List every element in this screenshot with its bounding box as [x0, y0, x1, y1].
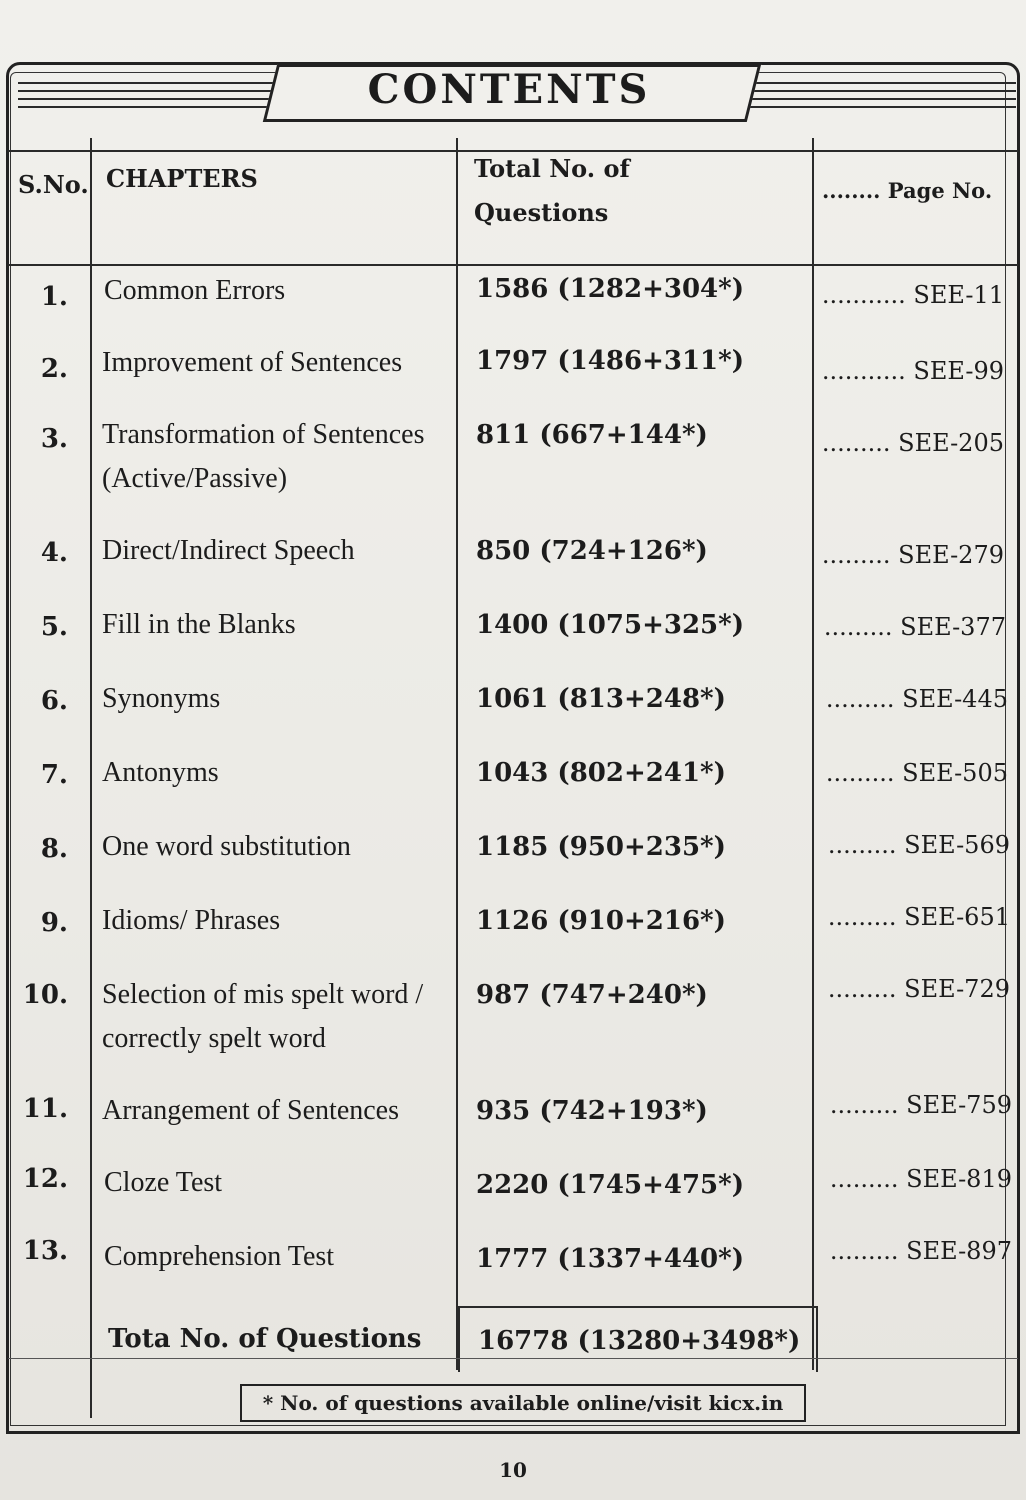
row-page: ......... SEE-279 [821, 541, 1004, 569]
row-questions: 811 (667+144*) [476, 420, 708, 450]
page-title: CONTENTS [367, 66, 651, 113]
row-sno: 12. [22, 1164, 68, 1194]
row-chapter: Common Errors [104, 275, 286, 306]
row-page: ......... SEE-897 [829, 1237, 1012, 1265]
row-page: ......... SEE-819 [829, 1165, 1012, 1193]
row-chapter: Cloze Test [104, 1167, 223, 1198]
row-chapter: Direct/Indirect Speech [102, 535, 355, 566]
row-chapter: Antonyms [102, 757, 219, 788]
contents-table [8, 138, 1018, 1418]
header-sno: S.No. [18, 170, 89, 199]
row-divider [8, 264, 1018, 266]
row-questions: 2220 (1745+475*) [476, 1170, 745, 1200]
row-sno: 3. [40, 424, 68, 454]
row-chapter: Fill in the Blanks [102, 609, 296, 640]
row-questions: 1797 (1486+311*) [476, 346, 745, 376]
row-sno: 8. [40, 834, 68, 864]
row-chapter: Improvement of Sentences [102, 347, 403, 378]
col-divider [816, 1306, 818, 1372]
row-divider [458, 1306, 818, 1308]
row-page: ......... SEE-759 [829, 1091, 1012, 1119]
row-questions: 1586 (1282+304*) [476, 274, 745, 304]
row-questions: 987 (747+240*) [476, 980, 708, 1010]
row-sno: 9. [40, 908, 68, 938]
row-questions: 1126 (910+216*) [476, 906, 726, 936]
row-chapter: Idioms/ Phrases [102, 905, 281, 936]
row-questions: 1777 (1337+440*) [476, 1244, 745, 1274]
page-number: 10 [499, 1458, 527, 1482]
row-sno: 10. [22, 980, 68, 1010]
total-label: Tota No. of Questions [108, 1324, 422, 1354]
title-rule-right [738, 82, 1016, 122]
row-chapter: Selection of mis spelt word / [102, 979, 424, 1010]
row-page: ........... SEE-99 [821, 357, 1004, 385]
title-rule-left [18, 82, 280, 122]
row-sno: 4. [40, 538, 68, 568]
row-page: ......... SEE-651 [827, 903, 1010, 931]
row-chapter: Arrangement of Sentences [102, 1095, 399, 1126]
row-chapter: Comprehension Test [104, 1241, 335, 1272]
row-chapter-line2: correctly spelt word [102, 1023, 326, 1054]
row-page: ......... SEE-569 [827, 831, 1010, 859]
row-sno: 7. [40, 760, 68, 790]
row-questions: 1043 (802+241*) [476, 758, 726, 788]
row-page: ......... SEE-205 [821, 429, 1004, 457]
row-sno: 5. [40, 612, 68, 642]
online-questions-note: * No. of questions available online/visit kicx.in [240, 1384, 806, 1422]
header-page: ........ Page No. [822, 178, 993, 203]
row-sno: 2. [40, 354, 68, 384]
col-divider [812, 138, 814, 1370]
row-chapter-line2: (Active/Passive) [102, 463, 288, 494]
row-page: ......... SEE-729 [827, 975, 1010, 1003]
row-sno: 13. [22, 1236, 68, 1266]
row-chapter: One word substitution [102, 831, 351, 862]
col-divider [456, 138, 458, 1370]
row-chapter: Transformation of Sentences [102, 419, 425, 450]
row-sno: 6. [40, 686, 68, 716]
row-questions: 1185 (950+235*) [476, 832, 726, 862]
row-questions: 1061 (813+248*) [476, 684, 726, 714]
row-questions: 935 (742+193*) [476, 1096, 708, 1126]
row-page: ........... SEE-11 [821, 281, 1004, 309]
col-divider [458, 1306, 460, 1372]
header-questions-line1: Total No. of [474, 154, 630, 183]
row-sno: 11. [22, 1094, 68, 1124]
header-chapters: CHAPTERS [106, 164, 258, 193]
row-sno: 1. [40, 282, 68, 312]
row-page: ......... SEE-445 [825, 685, 1008, 713]
col-divider [90, 138, 92, 1418]
row-chapter: Synonyms [102, 683, 221, 714]
total-value: 16778 (13280+3498*) [478, 1326, 801, 1356]
row-page: ......... SEE-505 [825, 759, 1008, 787]
row-questions: 850 (724+126*) [476, 536, 708, 566]
row-page: ......... SEE-377 [823, 613, 1006, 641]
row-questions: 1400 (1075+325*) [476, 610, 745, 640]
header-questions-line2: Questions [474, 198, 609, 227]
